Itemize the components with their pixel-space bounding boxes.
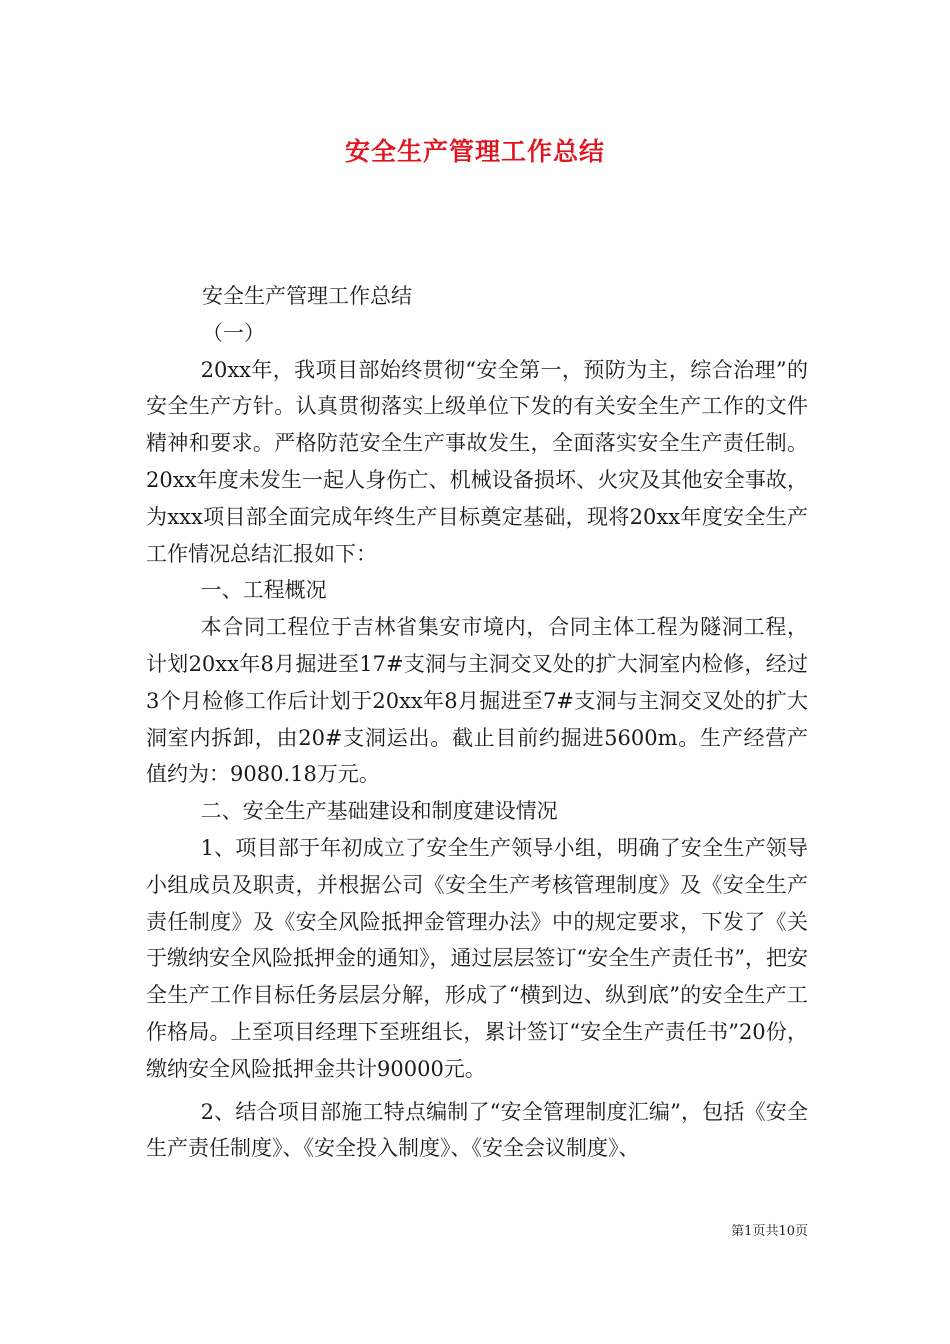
section-heading: 安全生产管理工作总结: [202, 284, 412, 308]
subsection-heading: 一、工程概况: [200, 578, 327, 603]
document-body: [146, 278, 808, 1167]
body-paragraph: 本合同工程位于吉林省集安市境内，合同主体工程为隧洞工程，计划20xx年8月掘进至17#支洞与主洞交叉处的扩大洞室内检修，经过3个月检修工作后计划于20xx年8月掘进至7#支洞与主洞交叉处的扩大洞室内拆卸，由20#支洞运出。截止目前约掘进5600m。生产经营产值约为：9080.18万元。: [146, 615, 808, 787]
body-paragraph: 2、结合项目部施工特点编制了“安全管理制度汇编”，包括《安全生产责任制度》、《安全投入制度》、《安全会议制度》、: [146, 1099, 808, 1161]
document-title: 安全生产管理工作总结: [344, 137, 605, 166]
body-paragraph: 20xx年，我项目部始终贯彻“安全第一，预防为主，综合治理”的安全生产方针。认真贯彻落实上级单位下发的有关安全生产工作的文件精神和要求。严格防范安全生产事故发生，全面落实安全生产责任制。20xx年度未发生一起人身伤亡、机械设备损坏、火灾及其他安全事故，为xxx项目部全面完成年终生产目标奠定基础，现将20xx年度安全生产工作情况总结汇报如下：: [146, 357, 808, 566]
page-number: 第1页共10页: [731, 1224, 808, 1239]
section-number: （一）: [202, 320, 265, 345]
subsection-heading: 二、安全生产基础建设和制度建设情况: [200, 799, 558, 824]
body-paragraph: 1、项目部于年初成立了安全生产领导小组，明确了安全生产领导小组成员及职责，并根据公司《安全生产考核管理制度》及《安全生产责任制度》及《安全风险抵押金管理办法》中的规定要求，下发了《关于缴纳安全风险抵押金的通知》，通过层层签订“安全生产责任书”，把安全生产工作目标任务层层分解，形成了“横到边、纵到底”的安全生产工作格局。上至项目经理下至班组长，累计签订“安全生产责任书”20份，缴纳安全风险抵押金共计90000元。: [146, 835, 808, 1081]
